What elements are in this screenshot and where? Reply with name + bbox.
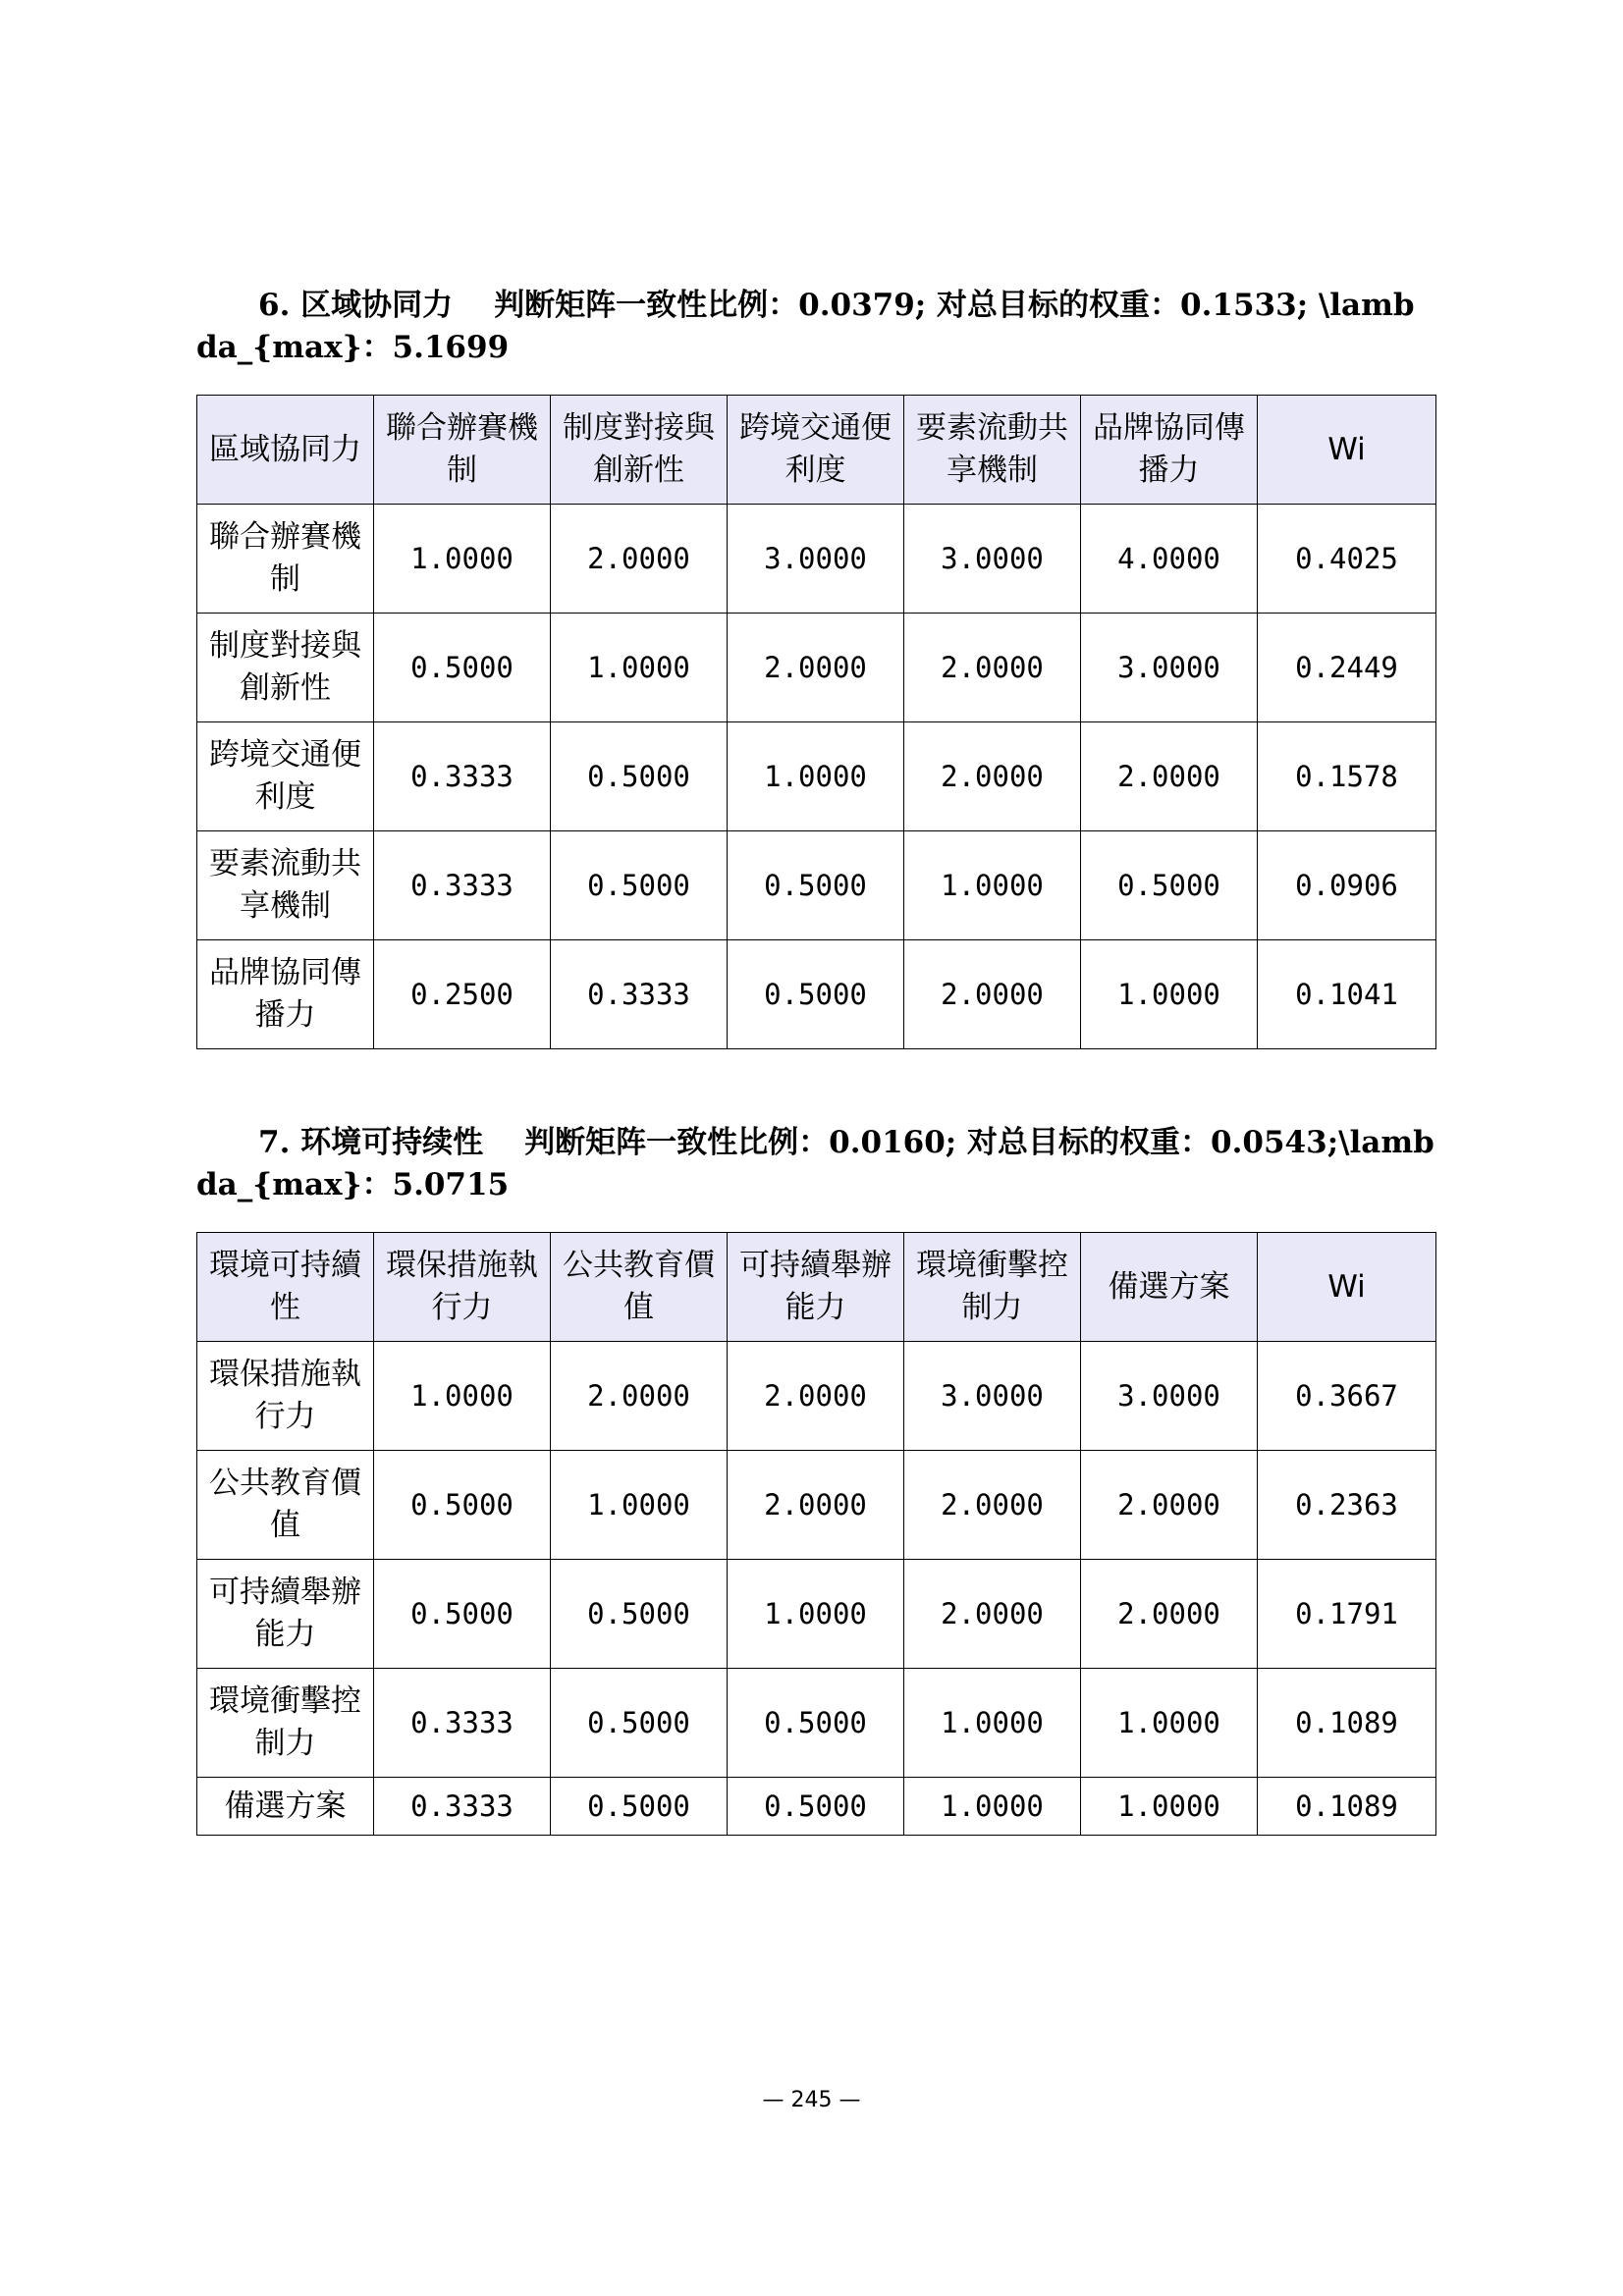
column-header: 品牌協同傳播力 <box>1081 396 1258 505</box>
weight-cell: 0.1791 <box>1258 1560 1436 1669</box>
table-row <box>197 614 1436 722</box>
row-header: 備選方案 <box>197 1778 374 1836</box>
table-row <box>197 831 1436 940</box>
column-header: 制度對接與創新性 <box>551 396 728 505</box>
matrix-cell: 2.0000 <box>551 505 728 614</box>
weight-cell: 0.1041 <box>1258 940 1436 1049</box>
weight-cell: 0.1089 <box>1258 1778 1436 1836</box>
row-header: 要素流動共享機制 <box>197 831 374 940</box>
column-header-wi: Wi <box>1258 396 1436 505</box>
table-row <box>197 505 1436 614</box>
matrix-cell: 3.0000 <box>1081 1342 1258 1451</box>
matrix-cell: 2.0000 <box>1081 722 1258 831</box>
row-header: 制度對接與創新性 <box>197 614 374 722</box>
matrix-cell: 3.0000 <box>1081 614 1258 722</box>
matrix-cell: 1.0000 <box>1081 1778 1258 1836</box>
matrix-cell: 2.0000 <box>551 1342 728 1451</box>
matrix-cell: 1.0000 <box>904 1778 1081 1836</box>
row-header: 品牌協同傳播力 <box>197 940 374 1049</box>
row-header: 公共教育價值 <box>197 1451 374 1560</box>
matrix-cell: 1.0000 <box>551 1451 728 1560</box>
weight-cell: 0.3667 <box>1258 1342 1436 1451</box>
matrix-cell: 1.0000 <box>1081 940 1258 1049</box>
table-row <box>197 722 1436 831</box>
matrix-cell: 2.0000 <box>1081 1451 1258 1560</box>
table-header-row <box>197 1233 1436 1342</box>
matrix-cell: 2.0000 <box>728 1451 904 1560</box>
row-header: 可持續舉辦能力 <box>197 1560 374 1669</box>
table-header-row <box>197 396 1436 505</box>
section-number: 7. <box>258 1125 291 1160</box>
table-corner-cell: 環境可持續性 <box>197 1233 374 1342</box>
weight-cell: 0.0906 <box>1258 831 1436 940</box>
column-header-wi: Wi <box>1258 1233 1436 1342</box>
column-header: 可持續舉辦能力 <box>728 1233 904 1342</box>
weight-cell: 0.1578 <box>1258 722 1436 831</box>
weight-cell: 0.2363 <box>1258 1451 1436 1560</box>
matrix-cell: 1.0000 <box>551 614 728 722</box>
matrix-cell: 0.3333 <box>551 940 728 1049</box>
section-regional-synergy <box>196 285 1435 1049</box>
table-row <box>197 1560 1436 1669</box>
table-corner-cell: 區域協同力 <box>197 396 374 505</box>
section-title <box>196 1122 1435 1206</box>
section-number: 6. <box>258 288 291 323</box>
table-row <box>197 1778 1436 1836</box>
matrix-cell: 1.0000 <box>728 722 904 831</box>
matrix-cell: 0.5000 <box>551 1669 728 1778</box>
matrix-cell: 1.0000 <box>904 831 1081 940</box>
column-header: 要素流動共享機制 <box>904 396 1081 505</box>
page-number: — 245 — <box>762 2088 861 2112</box>
weight-cell: 0.4025 <box>1258 505 1436 614</box>
matrix-cell: 0.5000 <box>551 1560 728 1669</box>
row-header: 聯合辦賽機制 <box>197 505 374 614</box>
matrix-cell: 2.0000 <box>904 1451 1081 1560</box>
judgment-matrix-table <box>196 1232 1436 1836</box>
section-name: 区域协同力 <box>300 288 454 323</box>
matrix-cell: 2.0000 <box>904 940 1081 1049</box>
column-header: 跨境交通便利度 <box>728 396 904 505</box>
matrix-cell: 2.0000 <box>1081 1560 1258 1669</box>
matrix-cell: 0.5000 <box>374 1560 551 1669</box>
section-environmental-sustainability <box>196 1122 1435 1836</box>
matrix-cell: 1.0000 <box>374 1342 551 1451</box>
matrix-cell: 0.2500 <box>374 940 551 1049</box>
row-header: 環保措施執行力 <box>197 1342 374 1451</box>
matrix-cell: 1.0000 <box>728 1560 904 1669</box>
matrix-cell: 0.3333 <box>374 722 551 831</box>
table-row <box>197 1451 1436 1560</box>
matrix-cell: 0.3333 <box>374 1669 551 1778</box>
table-row <box>197 1342 1436 1451</box>
column-header: 備選方案 <box>1081 1233 1258 1342</box>
matrix-cell: 0.5000 <box>374 1451 551 1560</box>
matrix-cell: 4.0000 <box>1081 505 1258 614</box>
matrix-cell: 0.5000 <box>728 1669 904 1778</box>
table-row <box>197 940 1436 1049</box>
matrix-cell: 0.3333 <box>374 1778 551 1836</box>
matrix-cell: 2.0000 <box>904 614 1081 722</box>
matrix-cell: 3.0000 <box>904 1342 1081 1451</box>
matrix-cell: 0.5000 <box>551 831 728 940</box>
column-header: 公共教育價值 <box>551 1233 728 1342</box>
matrix-cell: 0.5000 <box>1081 831 1258 940</box>
weight-cell: 0.1089 <box>1258 1669 1436 1778</box>
matrix-cell: 1.0000 <box>374 505 551 614</box>
matrix-cell: 1.0000 <box>904 1669 1081 1778</box>
section-title <box>196 285 1435 369</box>
matrix-cell: 2.0000 <box>728 614 904 722</box>
matrix-cell: 3.0000 <box>904 505 1081 614</box>
section-stats: 判断矩阵一致性比例：0.0160; 对总目标的权重：0.0543;\lambda_{max}：5.0715 <box>196 1125 1434 1202</box>
column-header: 聯合辦賽機制 <box>374 396 551 505</box>
judgment-matrix-table <box>196 395 1436 1049</box>
matrix-cell: 0.5000 <box>728 940 904 1049</box>
matrix-cell: 0.5000 <box>551 1778 728 1836</box>
row-header: 跨境交通便利度 <box>197 722 374 831</box>
matrix-cell: 2.0000 <box>728 1342 904 1451</box>
matrix-cell: 1.0000 <box>1081 1669 1258 1778</box>
weight-cell: 0.2449 <box>1258 614 1436 722</box>
matrix-cell: 2.0000 <box>904 1560 1081 1669</box>
row-header: 環境衝擊控制力 <box>197 1669 374 1778</box>
column-header: 環保措施執行力 <box>374 1233 551 1342</box>
matrix-cell: 0.3333 <box>374 831 551 940</box>
matrix-cell: 0.5000 <box>728 831 904 940</box>
matrix-cell: 2.0000 <box>904 722 1081 831</box>
matrix-cell: 0.5000 <box>374 614 551 722</box>
section-stats: 判断矩阵一致性比例：0.0379; 对总目标的权重：0.1533; \lambda_{max}：5.1699 <box>196 288 1415 365</box>
matrix-cell: 0.5000 <box>551 722 728 831</box>
table-row <box>197 1669 1436 1778</box>
column-header: 環境衝擊控制力 <box>904 1233 1081 1342</box>
matrix-cell: 3.0000 <box>728 505 904 614</box>
section-name: 环境可持续性 <box>300 1125 484 1160</box>
matrix-cell: 0.5000 <box>728 1778 904 1836</box>
